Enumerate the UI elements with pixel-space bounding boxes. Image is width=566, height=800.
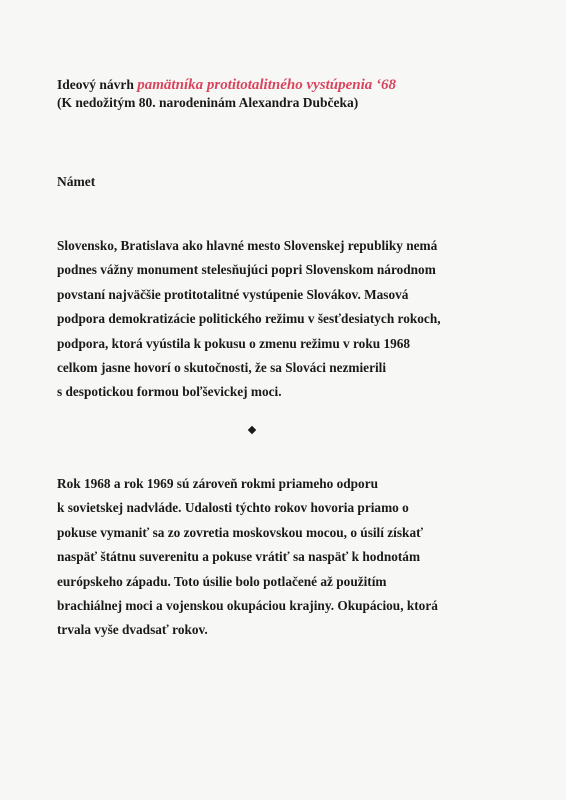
paragraph-line: podpora demokratizácie politického režimu v šesťdesiatych rokoch, xyxy=(57,311,441,327)
paragraph-line: Slovensko, Bratislava ako hlavné mesto Slovenskej republiky nemá xyxy=(57,238,438,253)
paragraph-line: povstaní najväčšie protitotalitné vystúpenie Slovákov. Masová xyxy=(57,286,409,302)
title-prefix: Ideový návrh xyxy=(57,77,138,92)
paragraph-line: trvala vyše dvadsať rokov. xyxy=(57,622,208,638)
paragraph-line: k sovietskej nadvláde. Udalosti týchto rokov hovoria priamo o xyxy=(57,500,409,516)
paragraph-line: Rok 1968 a rok 1969 sú zároveň rokmi priameho odporu xyxy=(57,476,379,491)
paragraph-line: podnes vážny monument stelesňujúci popri Slovenskom národnom xyxy=(57,262,436,278)
document-title xyxy=(57,76,396,94)
paragraph-2 xyxy=(57,472,438,643)
document-subtitle: (K nedožitým 80. narodeninám Alexandra Dubčeka) xyxy=(57,95,359,110)
paragraph-line: brachiálnej moci a vojenskou okupáciou krajiny. Okupáciou, ktorá xyxy=(57,598,438,614)
paragraph-line: podpora, ktorá vyústila k pokusu o zmenu režimu v roku 1968 xyxy=(57,335,411,351)
paragraph-line: s despotickou formou boľševickej moci. xyxy=(57,384,282,400)
paragraph-line: pokuse vymaniť sa zo zovretia moskovskou mocou, o úsilí získať xyxy=(57,524,424,540)
section-divider-diamond-icon xyxy=(248,426,256,434)
paragraph-line: európskeho západu. Toto úsilie bolo potlačené až použitím xyxy=(57,573,387,589)
paragraph-line: celkom jasne hovorí o skutočnosti, že sa Slováci nezmierili xyxy=(57,360,387,376)
subject-heading: Námet xyxy=(57,174,96,189)
title-accent: pamätníka protitotalitného vystúpenia ‘68 xyxy=(137,77,397,93)
paragraph-line: naspäť štátnu suverenitu a pokuse vrátiť sa naspäť k hodnotám xyxy=(57,549,421,565)
paragraph-1 xyxy=(57,234,441,405)
title-block xyxy=(57,76,396,111)
